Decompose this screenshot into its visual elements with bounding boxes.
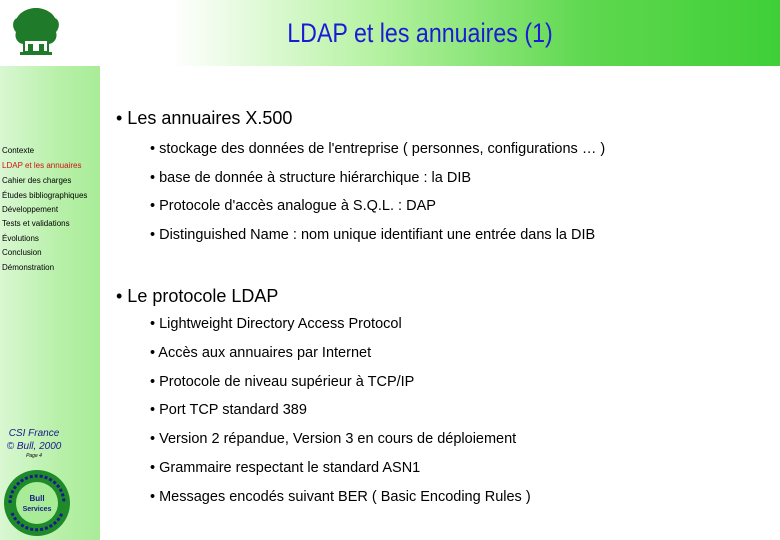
building-logo-icon (10, 6, 62, 56)
sidebar-item-contexte[interactable]: Contexte (2, 146, 35, 155)
bullet-item: • Port TCP standard 389 (150, 402, 307, 418)
section-heading-ldap: • Le protocole LDAP (116, 286, 279, 306)
bullet-item: • Messages encodés suivant BER ( Basic Encoding Rules ) (150, 489, 531, 505)
sidebar-item-evolutions[interactable]: Évolutions (2, 234, 39, 243)
sidebar-item-ldap[interactable]: LDAP et les annuaires (2, 161, 82, 170)
sidebar-item-etudes[interactable]: Études bibliographiques (2, 191, 88, 200)
org-label: CSI France (8, 428, 60, 439)
sidebar-item-developpement[interactable]: Développement (2, 205, 59, 214)
bullet-item: • stockage des données de l'entreprise ( personnes, configurations … ) (150, 141, 606, 157)
svg-text:Services: Services (22, 506, 52, 513)
section-heading-x500: • Les annuaires X.500 (116, 108, 293, 128)
sidebar-item-tests[interactable]: Tests et validations (2, 219, 70, 228)
sidebar-item-conclusion[interactable]: Conclusion (2, 248, 42, 257)
bullet-item: • Protocole d'accès analogue à S.Q.L. : DAP (150, 198, 436, 214)
page-title: LDAP et les annuaires (1) (287, 18, 553, 48)
header-bar (0, 0, 780, 66)
bullet-item: • Version 2 répandue, Version 3 en cours de déploiement (150, 431, 517, 447)
svg-text:Bull: Bull (29, 494, 45, 503)
bullet-item: • base de donnée à structure hiérarchique : la DIB (150, 170, 472, 186)
sidebar-item-cahier[interactable]: Cahier des charges (2, 176, 72, 185)
sidebar-item-demonstration[interactable]: Démonstration (2, 263, 55, 272)
bullet-item: • Lightweight Directory Access Protocol (150, 316, 402, 332)
page-number: Page 4 (26, 453, 42, 459)
bullet-item: • Protocole de niveau supérieur à TCP/IP (150, 374, 415, 390)
bull-services-seal-icon (2, 468, 72, 538)
bullet-item: • Distinguished Name : nom unique identifiant une entrée dans la DIB (150, 227, 596, 243)
bullet-item: • Accès aux annuaires par Internet (150, 345, 372, 361)
bullet-item: • Grammaire respectant le standard ASN1 (150, 460, 421, 476)
copyright-label: © Bull, 2000 (6, 441, 62, 452)
